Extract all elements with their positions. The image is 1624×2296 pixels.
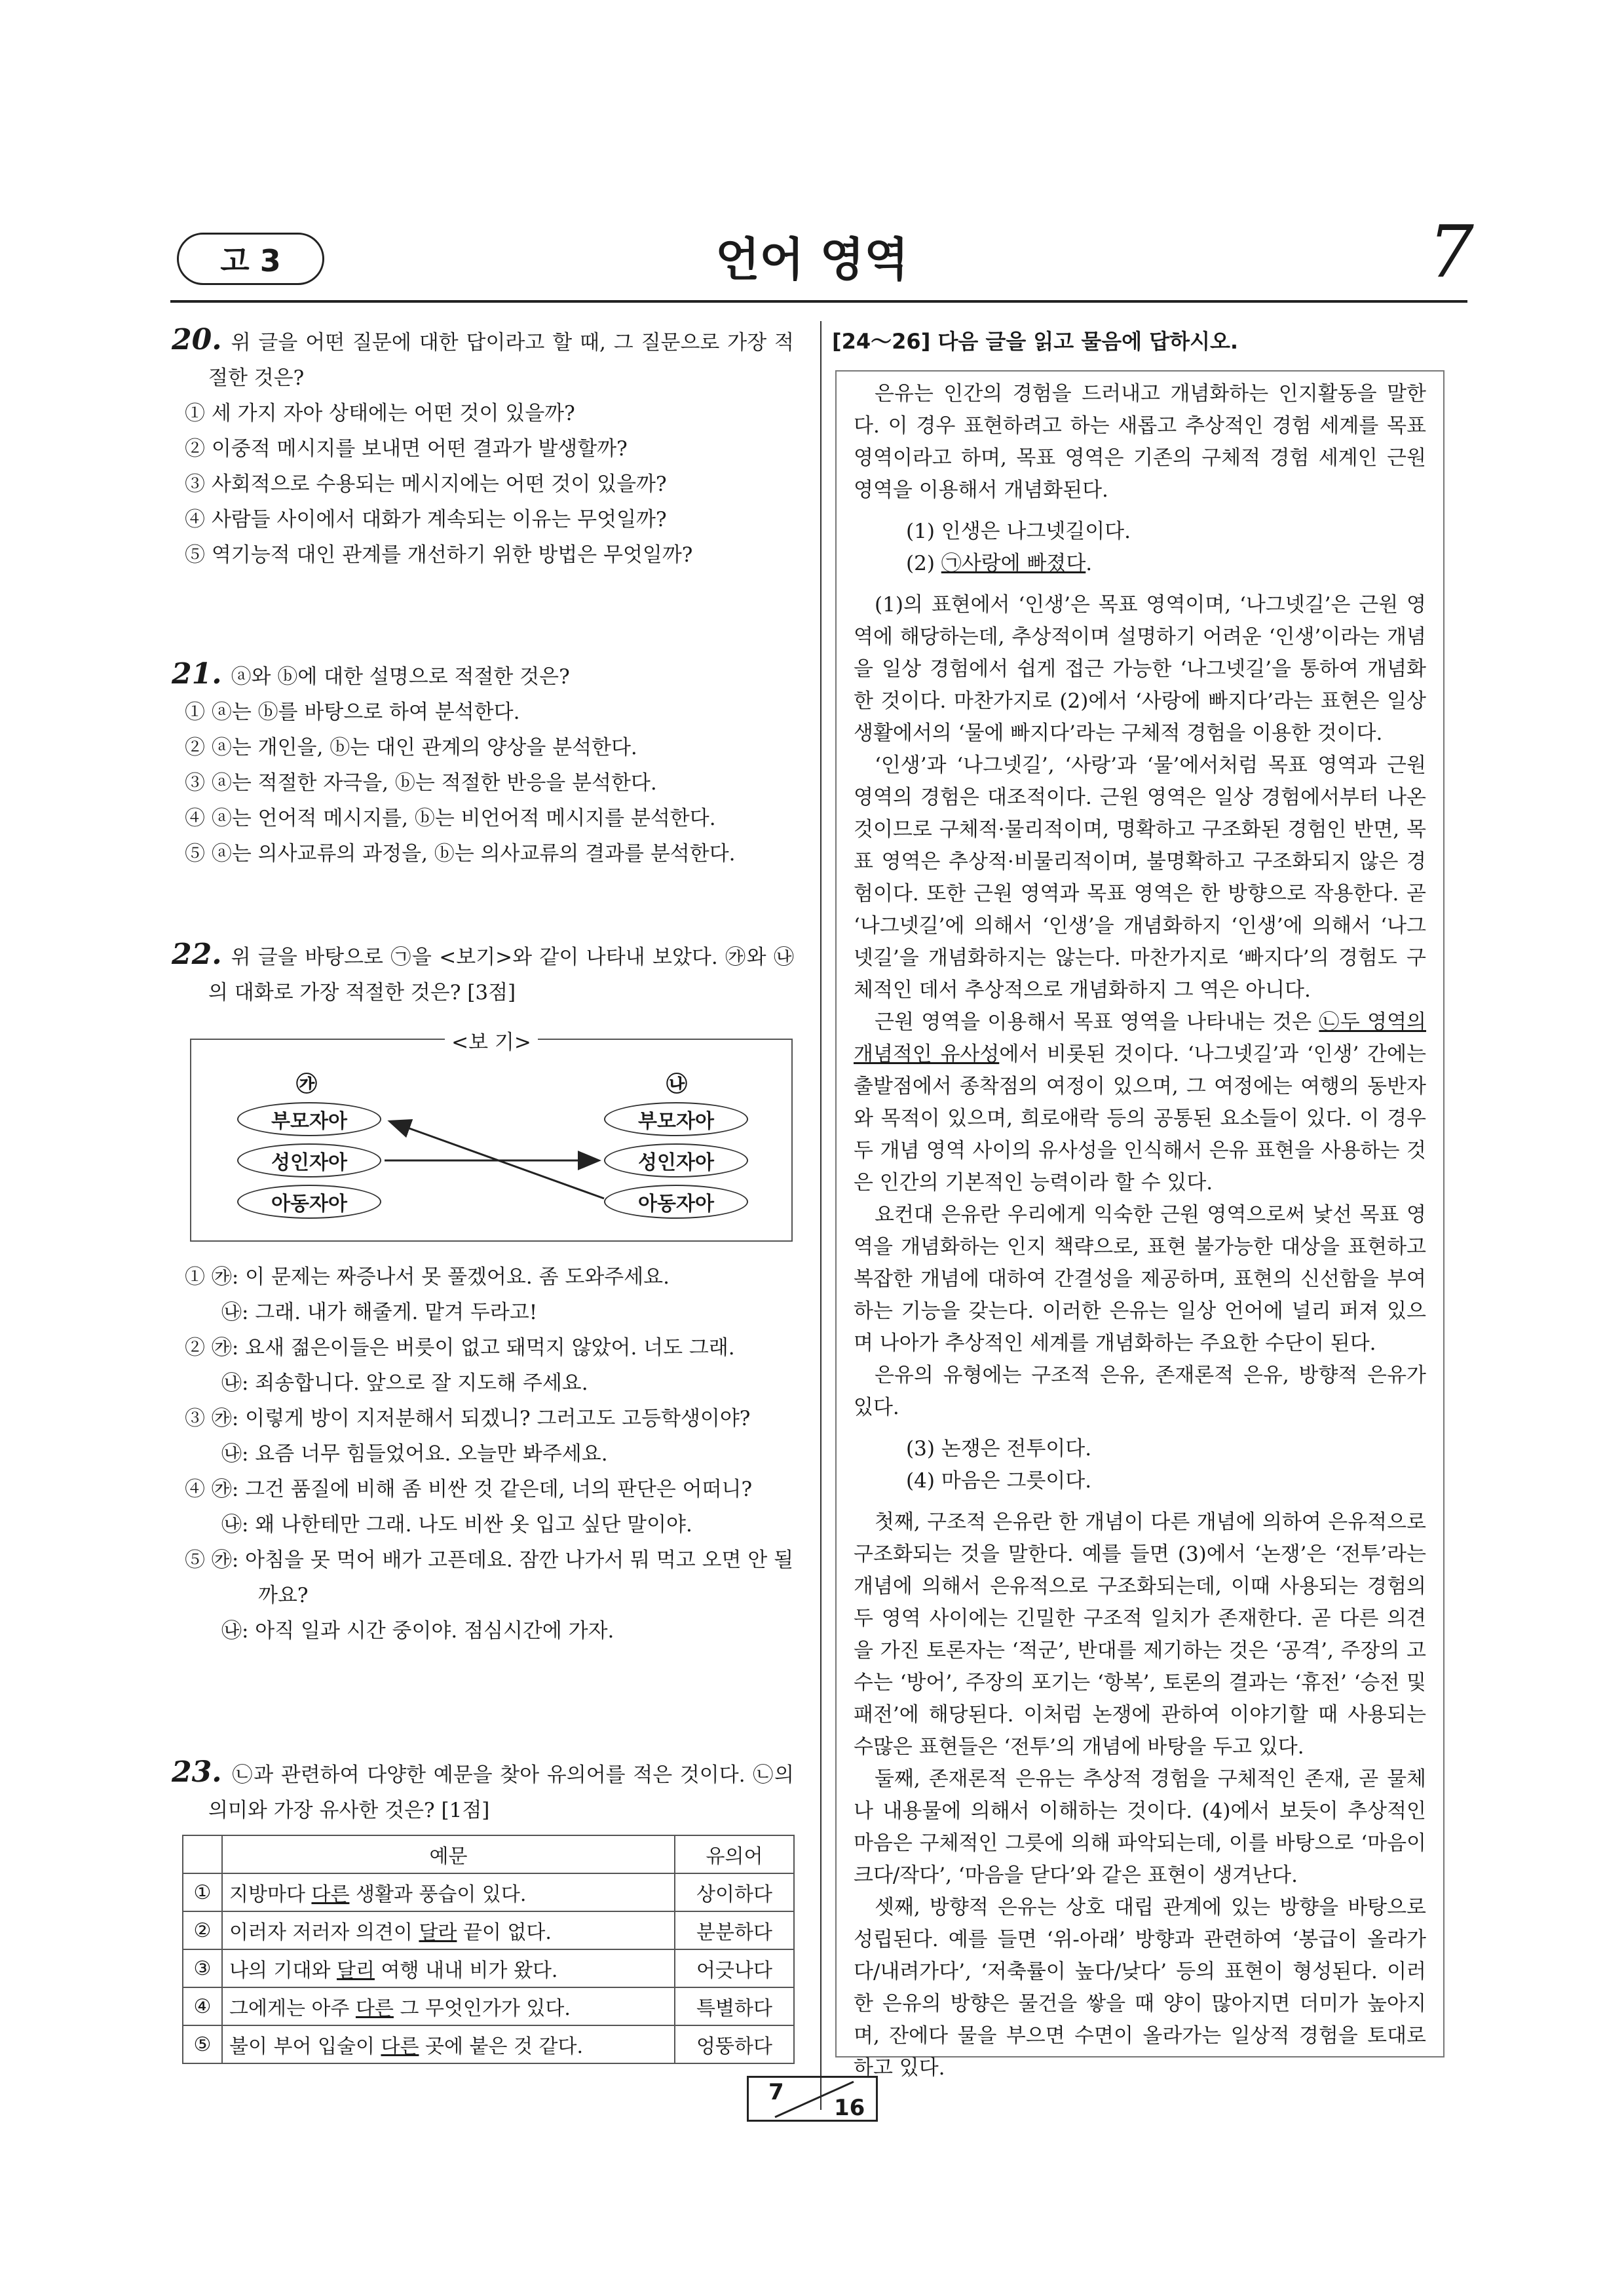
option-2[interactable]: ② 이중적 메시지를 보내면 어떤 결과가 발생할까? <box>185 437 628 461</box>
question-text: ㉡과 관련하여 다양한 예문을 찾아 유의어를 적은 것이다. ㉡의 의미와 가장 유사한 것은? [1점] <box>208 1763 794 1822</box>
option-5[interactable]: ⑤ 역기능적 대인 관계를 개선하기 위한 방법은 무엇일까? <box>185 543 693 567</box>
question-number: 21. <box>172 657 222 691</box>
option-1[interactable]: ① 세 가지 자아 상태에는 어떤 것이 있을까? <box>185 402 575 425</box>
left-child-ego: 아동자아 <box>237 1185 381 1219</box>
row-synonym: 상이하다 <box>675 1873 794 1911</box>
option-4[interactable]: ④ 사람들 사이에서 대화가 계속되는 이유는 무엇일까? <box>185 508 667 531</box>
option-line-b: ㉯: 아직 일과 시간 중이야. 점심시간에 가자. <box>221 1619 614 1643</box>
row-number: ③ <box>183 1949 222 1987</box>
option-line-a: ⑤ ㉮: 아침을 못 먹어 배가 고픈데요. 잠깐 나가서 뭐 먹고 오면 안 될까요? <box>185 1548 794 1607</box>
page-number: 7 <box>1428 210 1474 294</box>
example-4: (4) 마음은 그릇이다. <box>906 1469 1092 1493</box>
question-22-options <box>185 1259 797 1649</box>
right-child-ego: 아동자아 <box>604 1185 748 1219</box>
option-line-b: ㉯: 그래. 내가 해줄게. 맡겨 두라고! <box>221 1301 538 1324</box>
bogi-title: <보 기> <box>191 1025 791 1055</box>
left-parent-ego: 부모자아 <box>237 1102 381 1136</box>
question-23 <box>172 1755 794 1828</box>
example-2: (2) ㉠사랑에 빠졌다. <box>906 552 1093 575</box>
question-21 <box>172 657 794 871</box>
option-line-b: ㉯: 죄송합니다. 앞으로 잘 지도해 주세요. <box>221 1371 588 1395</box>
row-number: ① <box>183 1873 222 1911</box>
question-22 <box>172 937 794 1010</box>
example-1: (1) 인생은 나그넷길이다. <box>906 520 1131 543</box>
ga-mark: ㉮ <box>296 1071 318 1096</box>
instruction <box>832 325 1454 355</box>
right-parent-ego: 부모자아 <box>604 1102 748 1136</box>
row-example: 나의 기대와 달리 여행 내내 비가 왔다. <box>222 1949 675 1987</box>
page-total: 16 <box>834 2095 865 2121</box>
question-text: 위 글을 바탕으로 ㉠을 <보기>와 같이 나타내 보았다. ㉮와 ㉯의 대화로 가장 적절한 것은? [3점] <box>208 946 794 1004</box>
paragraph-5: 요컨대 은유란 우리에게 익숙한 근원 영역으로써 낯선 목표 영역을 개념화하는 인지 책략으로, 표현 불가능한 대상을 표현하고 복잡한 개념에 대하여 간결성을 제공하며, 표현의 신선함을 부여하는 기능을 갖는다. 이러한 은유는 일상 언어에 널리 퍼져 있으며 나아가 추상적인 세계를 개념화하는 주요한 수단이 된다. <box>854 1203 1426 1355</box>
option-3[interactable]: ③ 사회적으로 수용되는 메시지에는 어떤 것이 있을까? <box>185 472 667 496</box>
paragraph-3: ‘인생’과 ‘나그넷길’, ‘사랑’과 ‘물’에서처럼 목표 영역과 근원 영역의 경험은 대조적이다. 근원 영역은 일상 경험에서부터 나온 것이므로 구체적·물리적이며, 명확하고 구조화된 경험인 반면, 목표 영역은 추상적·비물리적이며, 불명확하고 구조화되지 않은 경험이다. 또한 근원 영역과 목표 영역은 한 방향으로 작용한다. 곧 ‘나그넷길’에 의해서 ‘인생’을 개념화하지 ‘인생’에 의해서 ‘나그넷길’을 개념화하지는 않는다. 마찬가지로 ‘빠지다’의 경험도 구체적인 데서 추상적으로 개념화하지 그 역은 아니다. <box>854 754 1426 1002</box>
option-1[interactable] <box>185 1259 797 1330</box>
option-3[interactable] <box>185 1401 797 1472</box>
option-1[interactable]: ① ⓐ는 ⓑ를 바탕으로 하여 분석한다. <box>185 700 520 724</box>
row-number: ② <box>183 1911 222 1949</box>
right-adult-ego: 성인자아 <box>604 1143 748 1177</box>
option-5[interactable]: ⑤ ⓐ는 의사교류의 과정을, ⓑ는 의사교류의 결과를 분석한다. <box>185 842 736 866</box>
row-example: 이러자 저러자 의견이 달라 끝이 없다. <box>222 1911 675 1949</box>
row-synonym: 어긋나다 <box>675 1949 794 1987</box>
synonym-table <box>182 1835 795 2064</box>
left-adult-ego: 성인자아 <box>237 1143 381 1177</box>
option-3[interactable]: ③ ⓐ는 적절한 자극을, ⓑ는 적절한 반응을 분석한다. <box>185 771 657 795</box>
row-synonym: 특별하다 <box>675 1987 794 2025</box>
paragraph-8: 둘째, 존재론적 은유는 추상적 경험을 구체적인 존재, 곧 물체나 내용물에 의해서 이해하는 것이다. (4)에서 보듯이 추상적인 마음은 구체적인 그릇에 의해 파악되는데, 이를 바탕으로 ‘마음이 크다/작다’, ‘마음을 닫다’와 같은 표현이 생겨난다. <box>854 1767 1426 1887</box>
header-synonym: 유의어 <box>675 1835 794 1873</box>
paragraph-1: 은유는 인간의 경험을 드러내고 개념화하는 인지활동을 말한다. 이 경우 표현하려고 하는 새롭고 추상적인 경험 세계를 목표 영역이라고 하며, 목표 영역은 기존의 구체적 경험 세계인 근원 영역을 이용해서 개념화된다. <box>854 382 1426 502</box>
question-number: 20. <box>172 323 222 356</box>
question-text: 위 글을 어떤 질문에 대한 답이라고 할 때, 그 질문으로 가장 적절한 것은? <box>208 331 794 390</box>
paragraph-6: 은유의 유형에는 구조적 은유, 존재론적 은유, 방향적 은유가 있다. <box>854 1364 1426 1419</box>
column-divider <box>820 321 821 2110</box>
row-example: 불이 부어 입술이 다른 곳에 붙은 것 같다. <box>222 2025 675 2063</box>
question-text: ⓐ와 ⓑ에 대한 설명으로 적절한 것은? <box>231 665 570 689</box>
option-line-a: ① ㉮: 이 문제는 짜증나서 못 풀겠어요. 좀 도와주세요. <box>185 1265 670 1289</box>
row-example: 지방마다 다른 생활과 풍습이 있다. <box>222 1873 675 1911</box>
header-rule <box>170 300 1467 303</box>
option-2[interactable]: ② ⓐ는 개인을, ⓑ는 대인 관계의 양상을 분석한다. <box>185 736 637 759</box>
na-mark: ㉯ <box>666 1071 688 1096</box>
option-line-b: ㉯: 요즘 너무 힘들었어요. 오늘만 봐주세요. <box>221 1442 608 1466</box>
option-2[interactable] <box>185 1330 797 1401</box>
table-row[interactable] <box>183 1911 794 1949</box>
paragraph-4: 근원 영역을 이용해서 목표 영역을 나타내는 것은 ㉡두 영역의 개념적인 유사성에서 비롯된 것이다. ‘나그넷길’과 ‘인생’ 간에는 출발점에서 종착점의 여정이 있으며, 그 여정에는 여행의 동반자와 목적이 있으며, 희로애락 등의 공통된 요소들이 있다. 이 경우 두 개념 영역 사이의 유사성을 인식해서 은유 표현을 사용하는 것은 인간의 기본적인 능력이라 할 수 있다. <box>854 1010 1427 1195</box>
table-row[interactable] <box>183 1949 794 1987</box>
option-line-a: ④ ㉮: 그건 품질에 비해 좀 비싼 것 같은데, 너의 판단은 어떠니? <box>185 1478 753 1501</box>
option-line-a: ③ ㉮: 이렇게 방이 지저분해서 되겠니? 그러고도 고등학생이야? <box>185 1407 751 1430</box>
option-line-b: ㉯: 왜 나한테만 그래. 나도 비싼 옷 입고 싶단 말이야. <box>221 1513 692 1537</box>
reading-passage <box>835 370 1445 2080</box>
row-synonym: 분분하다 <box>675 1911 794 1949</box>
paragraph-9: 셋째, 방향적 은유는 상호 대립 관계에 있는 방향을 바탕으로 성립된다. 예를 들면 ‘위-아래’ 방향과 관련하여 ‘봉급이 올라가다/내려가다’, ‘저축률이 높다/낮다’ 등의 표현이 형성된다. 이러한 은유의 방향은 물건을 쌓을 때 양이 많아지면 더미가 높아지며, 잔에다 물을 부으면 수면이 올라가는 일상적 경험을 토대로 하고 있다. <box>854 1896 1426 2080</box>
question-number: 23. <box>172 1755 222 1789</box>
header-example: 예문 <box>222 1835 675 1873</box>
option-4[interactable]: ④ ⓐ는 언어적 메시지를, ⓑ는 비언어적 메시지를 분석한다. <box>185 807 716 830</box>
option-5[interactable] <box>185 1542 797 1649</box>
header-blank <box>183 1835 222 1873</box>
example-3: (3) 논쟁은 전투이다. <box>906 1437 1092 1461</box>
grade-badge-text: 고 3 <box>220 243 281 278</box>
paragraph-7: 첫째, 구조적 은유란 한 개념이 다른 개념에 의하여 은유적으로 구조화되는 것을 말한다. 예를 들면 (3)에서 ‘논쟁’은 ‘전투’라는 개념에 의해서 은유적으로 구조화되는데, 이때 사용되는 경험의 두 영역 사이에는 긴밀한 구조적 일치가 존재한다. 곧 다른 의견을 가진 토론자는 ‘적군’, 반대를 제기하는 것은 ‘공격’, 주장의 고수는 ‘방어’, 주장의 포기는 ‘항복’, 토론의 결과는 ‘휴전’ ‘승전 및 패전’에 해당된다. 이처럼 논쟁에 관하여 이야기할 때 사용되는 수많은 표현들은 ‘전투’의 개념에 바탕을 두고 있다. <box>854 1510 1426 1759</box>
instruction-range: [24～26] <box>832 329 931 354</box>
row-number: ⑤ <box>183 2025 222 2063</box>
table-header <box>183 1835 794 1873</box>
table-row[interactable] <box>183 1873 794 1911</box>
paragraph-2: (1)의 표현에서 ‘인생’은 목표 영역이며, ‘나그넷길’은 근원 영역에 해당하는데, 추상적이며 설명하기 어려운 ‘인생’이라는 개념을 일상 경험에서 쉽게 접근 가능한 ‘나그넷길’을 통하여 개념화한 것이다. 마찬가지로 (2)에서 ‘사랑에 빠지다’라는 표현은 일상생활에서의 ‘물에 빠지다’라는 구체적 경험을 이용한 것이다. <box>854 593 1426 745</box>
option-line-a: ② ㉮: 요새 젊은이들은 버릇이 없고 돼먹지 않았어. 너도 그래. <box>185 1336 735 1360</box>
page-counter <box>747 2076 878 2122</box>
question-20 <box>172 322 794 573</box>
row-example: 그에게는 아주 다른 그 무엇인가가 있다. <box>222 1987 675 2025</box>
question-number: 22. <box>172 938 222 971</box>
table-row[interactable] <box>183 2025 794 2063</box>
table-row[interactable] <box>183 1987 794 2025</box>
instruction-text: 다음 글을 읽고 물음에 답하시오. <box>937 329 1239 354</box>
bogi-box <box>190 1031 793 1242</box>
row-number: ④ <box>183 1987 222 2025</box>
row-synonym: 엉뚱하다 <box>675 2025 794 2063</box>
transaction-arrows <box>191 1040 791 1240</box>
option-4[interactable] <box>185 1472 797 1542</box>
page-current: 7 <box>768 2079 784 2105</box>
page-title: 언어 영역 <box>715 233 909 286</box>
